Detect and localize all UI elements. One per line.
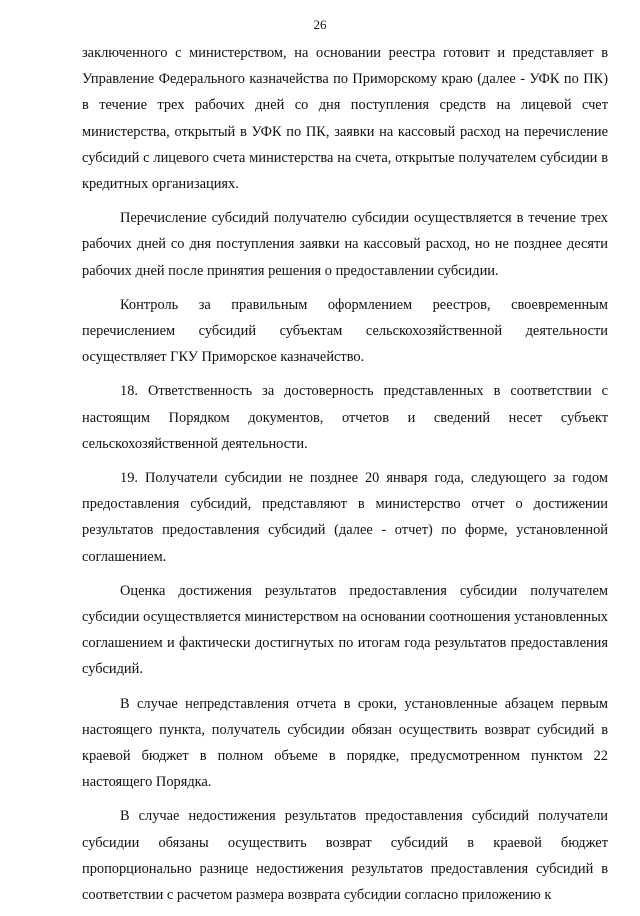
paragraph-assessment: Оценка достижения результатов предоставления субсидии получателем субсидии осуществляется министерством на основании соотношения установленных соглашением и фактически достигнутых по итогам года результатов предоставления субсидий. bbox=[82, 582, 608, 678]
paragraph-continuation: заключенного с министерством, на основании реестра готовит и представляет в Управление Федерального казначейства по Приморскому краю (далее - УФК по ПК) в течение трех рабочих дней со дня поступления средств на лицевой счет министерства, открытый в УФК по ПК, заявки на кассовый расход на перечисление субсидий с лицевого счета министерства на счета, открытые получателем субсидии в кредитных организациях. bbox=[82, 45, 608, 193]
paragraph-subsidy-transfer: Перечисление субсидий получателю субсидии осуществляется в течение трех рабочих дней со дня поступления заявки на кассовый расход, но не позднее десяти рабочих дней после принятия решения о предоставлении субсидии. bbox=[82, 210, 608, 279]
paragraph-results-not-achieved: В случае недостижения результатов предоставления субсидий получатели субсидии обязаны осуществить возврат субсидий в краевой бюджет пропорционально разнице недостижения результатов предоставления субсидий в соответствии с расчетом размера возврата субсидии согласно приложению к bbox=[82, 808, 608, 904]
paragraph-item-18: 18. Ответственность за достоверность представленных в соответствии с настоящим Порядком документов, отчетов и сведений несет субъект сельскохозяйственной деятельности. bbox=[82, 383, 608, 452]
paragraph-control: Контроль за правильным оформлением реестров, своевременным перечислением субсидий субъектам сельскохозяйственной деятельности осуществляет ГКУ Приморское казначейство. bbox=[82, 296, 608, 366]
paragraph-report-missing: В случае непредставления отчета в сроки, установленные абзацем первым настоящего пункта, получатель субсидии обязан осуществить возврат субсидий в краевой бюджет в полном объеме в порядке, предусмотренном пунктом 22 настоящего Порядка. bbox=[82, 695, 608, 791]
paragraph-item-19: 19. Получатели субсидии не позднее 20 января года, следующего за годом предоставления субсидий, представляют в министерство отчет о достижении результатов предоставления субсидий (далее - отчет) по форме, установленной соглашением. bbox=[82, 470, 608, 565]
document-body bbox=[82, 40, 608, 916]
page-number: 26 bbox=[313, 17, 327, 32]
